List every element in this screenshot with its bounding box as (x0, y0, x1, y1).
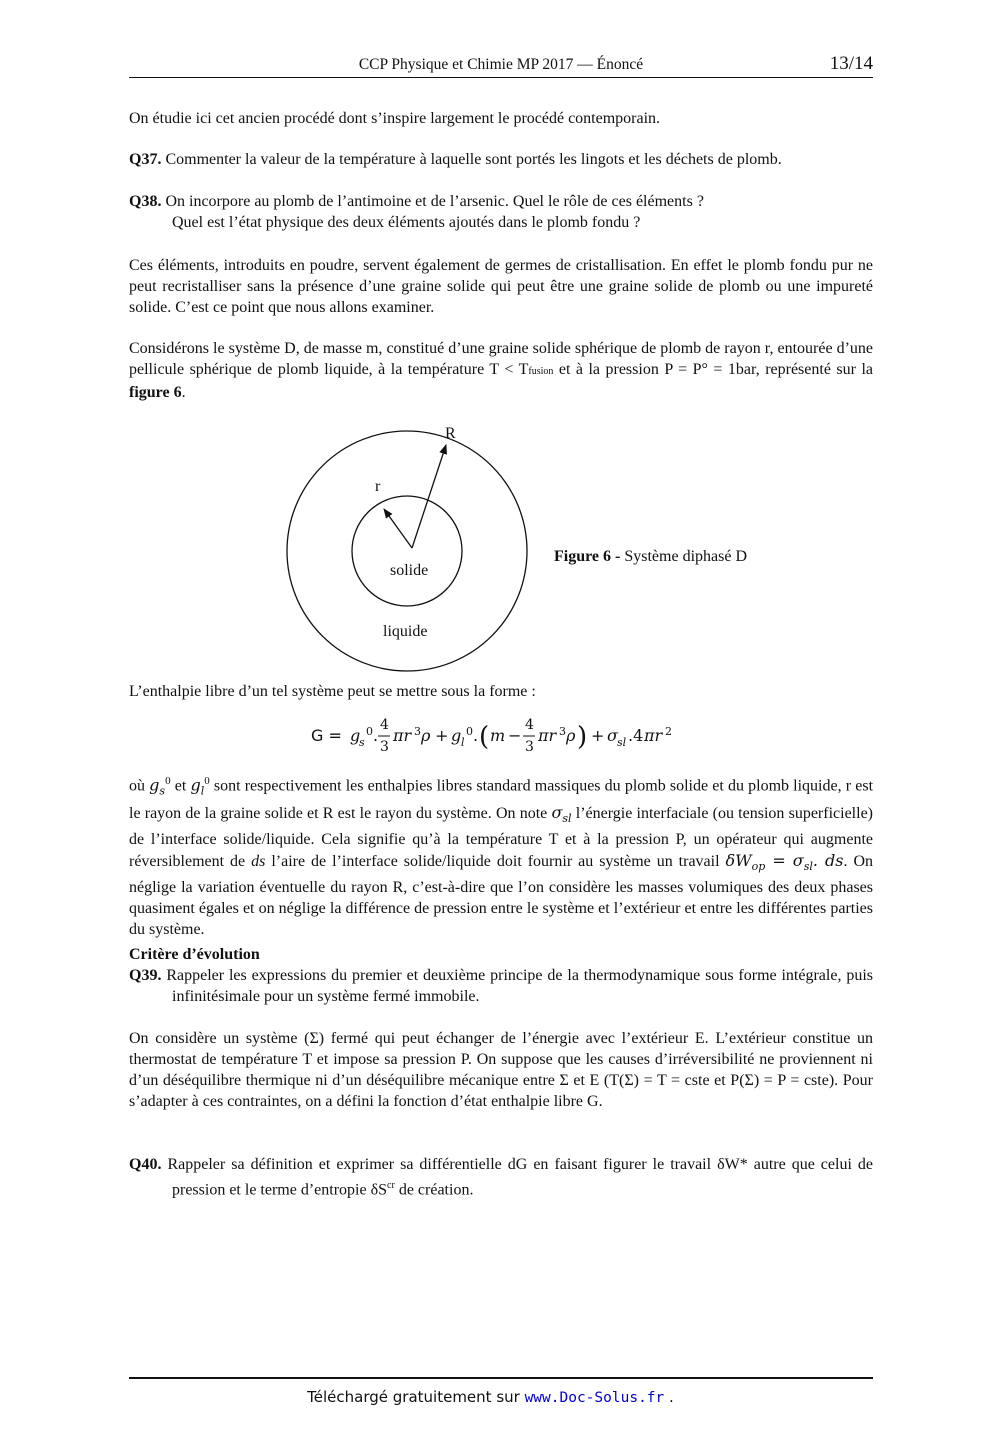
paragraph-systeme-d (129, 338, 873, 403)
svg-text:0: 0 (466, 725, 473, 738)
svg-text:g: g (451, 726, 462, 745)
q37-label: Q37. (129, 151, 162, 168)
question-38 (129, 191, 873, 233)
svg-text:3: 3 (380, 739, 389, 755)
figure-caption (554, 548, 747, 566)
gs-symbol: g (149, 775, 160, 795)
caption-text: Système diphasé D (620, 548, 748, 565)
svg-text:4: 4 (380, 717, 389, 733)
q38-line2: Quel est l’état physique des deux éléments ajoutés dans le plomb fondu ? (172, 214, 641, 231)
footer-text: Téléchargé gratuitement sur (307, 1388, 525, 1406)
para2-part3: . (181, 384, 186, 401)
section-criterion (129, 944, 873, 965)
enthalpy-formula (129, 713, 873, 757)
formula-svg (311, 713, 691, 757)
para2-part2: et à la pression P = P° = 1bar, représenté sur la (553, 361, 874, 378)
svg-text:ρ: ρ (566, 726, 576, 745)
q38-label: Q38. (129, 193, 162, 210)
two-phase-diagram (279, 415, 719, 675)
intro-text: On étudie ici cet ancien procédé dont s’inspire largement le procédé contemporain. (129, 110, 661, 127)
paragraph-germes (129, 255, 873, 318)
para3-prefix: où (129, 777, 150, 795)
label-solide: solide (390, 562, 429, 579)
svg-text:m: m (490, 726, 506, 745)
work-symbol: δW (725, 850, 752, 870)
para1-text: Ces éléments, introduits en poudre, servent également de germes de cristallisation. En effet le plomb fondu pur ne peut recristalliser sans la présence d’une graine solide qui peut être une graine solide de plomb ou une impureté solide. C’est ce point que nous allons examiner. (129, 257, 873, 316)
figure-6 (129, 415, 873, 675)
svg-text:3: 3 (414, 725, 421, 738)
svg-text:g: g (350, 726, 361, 745)
para3-et: et (170, 777, 191, 795)
gl-symbol: g (190, 775, 201, 795)
svg-text:.4: .4 (628, 726, 644, 745)
page-number: 13/14 (829, 53, 873, 74)
gl-superscript: 0 (204, 775, 210, 787)
paragraph-system-sigma (129, 1028, 873, 1112)
label-r: r (375, 478, 381, 495)
question-40 (129, 1154, 873, 1200)
svg-text:2: 2 (665, 725, 672, 738)
gs-superscript: 0 (165, 775, 171, 787)
sigma-symbol: σ (551, 802, 563, 822)
para2-text (129, 338, 873, 403)
para4-text: On considère un système (Σ) fermé qui peut échanger de l’énergie avec l’extérieur E. L’extérieur constitue un thermostat de température T et impose sa pression P. On suppose que les causes d’irréversibilité ne proviennent ni d’un déséquilibre thermique ni d’un déséquilibre mécanique entre Σ et E (T(Σ) = T = cste et P(Σ) = P = cste). Pour s’adapter à ces contraintes, on a défini la fonction d’état enthalpie libre G. (129, 1030, 873, 1110)
q40-text1: Rappeler sa définition et exprimer sa différentielle dG en faisant figurer le travail δW* autre que celui de pression et le terme d’entropie δS (167, 1156, 874, 1199)
para3-t2: l’énergie interfaciale (ou tension superficielle) de l’interface solide/liquide. Cela signifie qu’à la température T et à la pression P, un opérateur qui augmente réversiblement de (129, 804, 874, 870)
svg-text:l: l (461, 736, 465, 749)
ds-symbol: ds (251, 852, 266, 870)
label-R: R (445, 425, 456, 442)
q40-text2: de création. (394, 1181, 474, 1199)
svg-text:.: . (373, 726, 379, 745)
svg-text:(: ( (479, 722, 490, 752)
svg-text:s: s (359, 736, 365, 749)
t-fusion-subscript: fusion (528, 366, 554, 377)
page-footer (0, 1388, 981, 1406)
svg-text:πr: πr (538, 726, 557, 745)
inner-sphere-solid (352, 496, 462, 606)
q39-label: Q39. (129, 967, 162, 984)
footer-end: . (664, 1388, 674, 1406)
svg-text:ρ: ρ (421, 726, 431, 745)
enthalpy-intro-text: L’enthalpie libre d’un tel système peut se mettre sous la forme : (129, 683, 536, 700)
para3-text (129, 771, 873, 940)
figure-ref: figure 6 (129, 384, 182, 401)
svg-text:0: 0 (366, 725, 373, 738)
document-title: CCP Physique et Chimie MP 2017 — Énoncé (358, 56, 644, 73)
svg-text:+: + (591, 726, 605, 745)
section-heading: Critère d’évolution (129, 946, 260, 963)
paragraph-definitions (129, 771, 873, 940)
question-37 (129, 149, 873, 170)
work-end: . ds (812, 850, 844, 870)
work-subscript: op (751, 859, 766, 873)
para2-part1: Considérons le système D, de masse m, constitué d’une graine solide sphérique de plomb de rayon r, entourée d’une pellicule sphérique de plomb liquide, à la température T < T (129, 340, 873, 378)
caption-label: Figure 6 - (554, 548, 621, 565)
svg-text:.: . (473, 726, 479, 745)
work-sigma-subscript: sl (803, 859, 813, 873)
radius-r-arrow (384, 509, 412, 548)
q40-superscript: cr (387, 1180, 395, 1191)
svg-text:G =: G = (311, 726, 342, 745)
gl-subscript: l (200, 784, 205, 798)
para3-t1: sont respectivement les enthalpies libres standard massiques du plomb solide et du plomb liquide, r est le rayon de la graine solide et R est le rayon du système. On note (129, 777, 874, 822)
svg-text:σ: σ (607, 726, 618, 745)
footer-link[interactable]: www.Doc-Solus.fr (524, 1390, 665, 1406)
work-equals: = σ (765, 850, 804, 870)
footer-divider (129, 1377, 873, 1379)
q40-label: Q40. (129, 1156, 162, 1173)
intro-paragraph (129, 108, 873, 129)
q37-text: Commenter la valeur de la température à laquelle sont portés les lingots et les déchets de plomb. (165, 151, 782, 168)
svg-text:): ) (577, 722, 588, 752)
para3-t4: . On néglige la variation éventuelle du rayon R, c’est-à-dire que l’on considère les masses volumiques des deux phases quasiment égales et on néglige la différence de pression entre le système et l’extérieur et entre les différentes parties du système. (129, 852, 873, 938)
gs-subscript: s (159, 784, 166, 798)
svg-text:−: − (508, 726, 522, 745)
svg-text:4: 4 (525, 717, 534, 733)
enthalpy-intro (129, 681, 873, 702)
svg-text:3: 3 (559, 725, 566, 738)
svg-text:πr: πr (644, 726, 663, 745)
q39-text: Rappeler les expressions du premier et deuxième principe de la thermodynamique sous forme intégrale, puis infinitésimale pour un système fermé immobile. (166, 967, 874, 1005)
svg-text:3: 3 (525, 739, 534, 755)
q38-line1: On incorpore au plomb de l’antimoine et de l’arsenic. Quel le rôle de ces éléments ? (165, 193, 704, 210)
question-39 (129, 965, 873, 1007)
page-header (129, 53, 873, 78)
svg-text:sl: sl (617, 736, 627, 749)
svg-text:+: + (435, 726, 449, 745)
label-liquide: liquide (383, 623, 428, 640)
svg-text:πr: πr (393, 726, 412, 745)
para3-t3: l’aire de l’interface solide/liquide doit fournir au système un travail (265, 852, 726, 870)
sigma-subscript: sl (562, 811, 572, 825)
